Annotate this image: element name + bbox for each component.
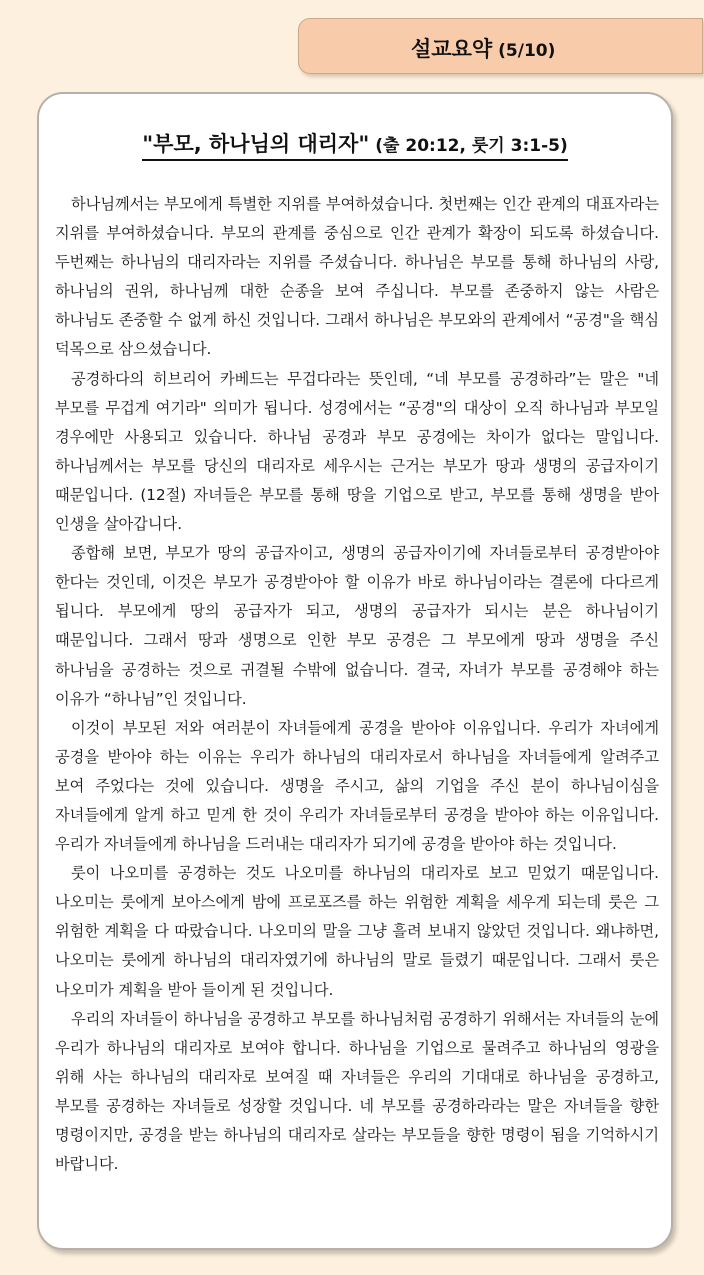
sermon-title (39, 128, 671, 161)
page-indicator: (5/10) (498, 41, 556, 61)
section-tab (298, 18, 703, 74)
paragraph-1: 하나님께서는 부모에게 특별한 지위를 부여하셨습니다. 첫번째는 인간 관계의 대표자라는 지위를 부여하셨습니다. 부모의 관계를 중심으로 인간 관계가 확장이 되도록 하셨습니다. 두번째는 하나님의 대리자라는 지위를 주셨습니다. 하나님은 부모를 통해 하나님의 사랑, 하나님의 권위, 하나님께 대한 순종을 보여 주십니다. 부모를 존중하지 않는 사람은 하나님도 존중할 수 없게 하신 것입니다. 그래서 하나님은 부모와의 관계에서 “공경"을 핵심 덕목으로 삼으셨습니다. (55, 195, 659, 359)
paragraph-4: 이것이 부모된 저와 여러분이 자녀들에게 공경을 받아야 이유입니다. 우리가 자녀에게 공경을 받아야 하는 이유는 우리가 하나님의 대리자로서 하나님을 자녀들에게 알려주고 보여 주었다는 것에 있습니다. 생명을 주시고, 삶의 기업을 주신 분이 하나님이심을 자녀들에게 알게 하고 믿게 한 것이 우리가 자녀들로부터 공경을 받아야 하는 이유입니다. 우리가 자녀들에게 하나님을 드러내는 대리자가 되기에 공경을 받아야 하는 것입니다. (55, 718, 659, 854)
paragraph-6: 우리의 자녀들이 하나님을 공경하고 부모를 하나님처럼 공경하기 위해서는 자녀들의 눈에 우리가 하나님의 대리자로 보여야 합니다. 하나님을 기업으로 물려주고 하나님의 영광을 위해 사는 하나님의 대리자로 보여질 때 자녀들은 우리의 기대대로 하나님을 공경하고, 부모를 공경하는 자녀들로 성장할 것입니다. 네 부모를 공경하라라는 말은 자녀들을 향한 명령이지만, 공경을 받는 하나님의 대리자로 살라는 부모들을 향한 명령이 됨을 기억하시기 바랍니다. (55, 1009, 660, 1174)
sermon-title-underlined (142, 128, 568, 161)
scripture-reference: (출 20:12, 룻기 3:1-5) (375, 136, 568, 156)
paragraph-5: 룻이 나오미를 공경하는 것도 나오미를 하나님의 대리자로 보고 믿었기 때문입니다. 나오미는 룻에게 보아스에게 밤에 프로포즈를 하는 위험한 계획을 세우게 되는데 룻은 그 위험한 계획을 다 따랐습니다. 나오미의 말을 그냥 흘려 보내지 않았던 것입니다. 왜냐하면, 나오미는 룻에게 하나님의 대리자였기에 하나님의 말로 들렸기 때문입니다. 그래서 룻은 나오미가 계획을 받아 들이게 된 것입니다. (55, 864, 659, 999)
section-title-text: 설교요약 (411, 37, 493, 61)
paragraph-2: 공경하다의 히브리어 카베드는 무겁다라는 뜻인데, “네 부모를 공경하라”는 말은 "네 부모를 무겁게 여기라" 의미가 됩니다. 성경에서는 “공경"의 대상이 오직 하나님과 부모일 경우에만 사용되고 있습니다. 하나님 공경과 부모 공경에는 차이가 없다는 말입니다. 하나님께서는 부모를 당신의 대리자로 세우시는 근거는 부모가 땅과 생명의 공급자이기 때문입니다. (12절) 자녀들은 부모를 통해 땅을 기업으로 받고, 부모를 통해 생명을 받아 인생을 살아갑니다. (55, 369, 659, 534)
paragraph-3: 종합해 보면, 부모가 땅의 공급자이고, 생명의 공급자이기에 자녀들로부터 공경받아야 한다는 것인데, 이것은 부모가 공경받아야 할 이유가 바로 하나님이라는 결론에 다다르게 됩니다. 부모에게 땅의 공급자가 되고, 생명의 공급자가 되시는 분은 하나님이기 때문입니다. 그래서 땅과 생명으로 인한 부모 공경은 그 부모에게 땅과 생명을 주신 하나님을 공경하는 것으로 귀결될 수밖에 없습니다. 결국, 자녀가 부모를 공경해야 하는 이유가 “하나님”인 것입니다. (55, 544, 659, 708)
sermon-body (55, 190, 659, 1179)
section-title (411, 33, 555, 63)
sermon-title-text: "부모, 하나님의 대리자" (142, 132, 370, 156)
sermon-card (37, 92, 673, 1250)
